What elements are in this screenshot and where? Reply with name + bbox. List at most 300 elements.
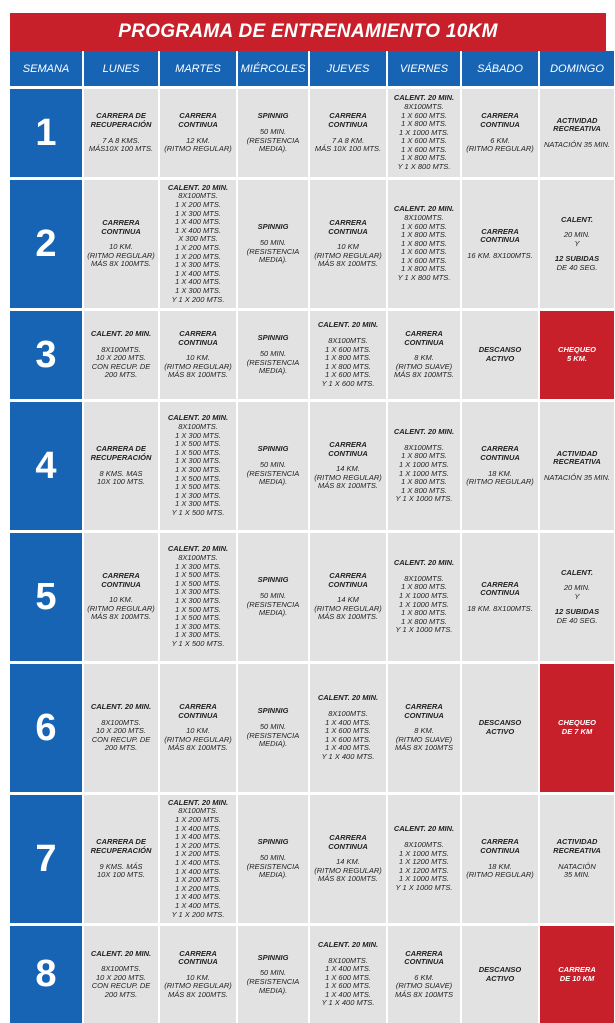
- workout-cell-viernes: [388, 180, 460, 308]
- cell-text-line: 8X100MTS.: [178, 191, 218, 201]
- cell-text-line: (RITMO REGULAR): [314, 250, 382, 260]
- cell-text-line: 1 X 800 MTS.: [401, 608, 447, 618]
- cell-text-line: 1 X 1200 MTS.: [398, 857, 450, 867]
- cell-text-line: 1 X 600 MTS.: [401, 221, 447, 231]
- schedule-table: [10, 51, 610, 1008]
- cell-text-line: MEDIA).: [258, 144, 288, 154]
- cell-text-line: NATACIÓN: [558, 861, 596, 871]
- cell-text-line: SPINNIG: [257, 111, 289, 121]
- cell-text-line: 9 KMS. MÁS: [99, 861, 143, 871]
- cell-text-line: 1 X 600 MTS.: [325, 370, 371, 380]
- cell-text-line: 1 X 800 MTS.: [401, 238, 447, 248]
- cell-text-line: Y 1 X 200 MTS.: [171, 909, 225, 919]
- cell-text-line: (RESISTENCIA: [246, 135, 300, 145]
- cell-text-line: CONTINUA: [178, 710, 218, 720]
- cell-text-line: RECREATIVA: [553, 124, 601, 134]
- cell-text-line: CARRERA: [179, 702, 217, 712]
- cell-text-line: 1 X 800 MTS.: [401, 230, 447, 240]
- workout-cell-viernes: [388, 402, 460, 530]
- cell-text-line: 1 X 200 MTS.: [175, 840, 221, 850]
- cell-text-line: 8X100MTS.: [178, 422, 218, 432]
- cell-text-line: 50 MIN.: [259, 126, 287, 136]
- workout-cell-miercoles: [238, 926, 308, 1023]
- cell-text-line: 1 X 1000 MTS.: [398, 590, 450, 600]
- workout-cell-domingo: [540, 180, 614, 308]
- cell-text-line: Y 1 X 800 MTS.: [397, 273, 451, 283]
- cell-text-line: 50 MIN.: [259, 852, 287, 862]
- cell-text-line: 1 X 800 MTS.: [401, 485, 447, 495]
- cell-text-line: 1 X 500 MTS.: [175, 439, 221, 449]
- cell-text-line: (RITMO REGULAR): [164, 981, 232, 991]
- cell-text-line: CONTINUA: [101, 226, 141, 236]
- workout-cell-viernes: [388, 926, 460, 1023]
- cell-text-line: X 300 MTS.: [178, 234, 218, 244]
- cell-text-line: 1 X 500 MTS.: [175, 447, 221, 457]
- cell-text-line: 8X100MTS.: [101, 344, 141, 354]
- cell-text-line: 12 KM.: [186, 135, 210, 145]
- cell-text-line: SPINNIG: [257, 333, 289, 343]
- cell-text-line: (RITMO SUAVE): [395, 981, 453, 991]
- cell-text-line: 8X100MTS.: [404, 573, 444, 583]
- cell-text-line: 5 KM.: [566, 354, 587, 363]
- column-header-sabado: SÁBADO: [462, 51, 538, 86]
- cell-text-line: CARRERA DE: [96, 444, 146, 454]
- workout-cell-jueves: [310, 533, 386, 661]
- cell-text-line: CARRERA: [481, 579, 519, 589]
- cell-text-line: (RITMO REGULAR): [314, 865, 382, 875]
- cell-text-line: 8X100MTS.: [328, 955, 368, 965]
- cell-text-line: MÁS 8X 100MTS.: [167, 989, 229, 999]
- cell-text-line: 7 A 8 KM.: [331, 135, 365, 145]
- column-header-jueves: JUEVES: [310, 51, 386, 86]
- cell-text-line: 1 X 300 MTS.: [175, 490, 221, 500]
- workout-cell-domingo: [540, 89, 614, 177]
- cell-text-line: CONTINUA: [178, 957, 218, 967]
- cell-text-line: CONTINUA: [328, 226, 368, 236]
- cell-text-line: (RESISTENCIA: [246, 246, 300, 256]
- cell-text-line: SPINNIG: [257, 575, 289, 585]
- cell-text-line: 10X 100 MTS.: [97, 870, 145, 880]
- cell-text-line: 6 KM.: [490, 135, 510, 145]
- column-header-viernes: VIERNES: [388, 51, 460, 86]
- cell-text-line: MEDIA).: [258, 366, 288, 376]
- cell-text-line: DESCANSO: [478, 345, 522, 355]
- cell-text-line: 14 KM.: [336, 857, 360, 867]
- cell-text-line: 1 X 1000 MTS.: [398, 468, 450, 478]
- cell-text-line: Y 1 X 500 MTS.: [171, 638, 225, 648]
- cell-text-line: 1 X 400 MTS.: [175, 268, 221, 278]
- cell-text-line: CARRERA: [481, 444, 519, 454]
- cell-text-line: SPINNIG: [257, 837, 289, 847]
- workout-cell-martes: [160, 795, 236, 923]
- cell-text-line: ACTIVIDAD: [556, 115, 598, 125]
- cell-text-line: 1 X 500 MTS.: [175, 482, 221, 492]
- cell-text-line: 1 X 800 MTS.: [401, 582, 447, 592]
- cell-text-line: 8X100MTS.: [178, 553, 218, 563]
- cell-text-line: Y 1 X 1000 MTS.: [395, 882, 453, 892]
- cell-text-line: 35 MIN.: [563, 870, 591, 880]
- cell-text-line: CARRERA: [329, 440, 367, 450]
- cell-text-line: 10 X 200 MTS.: [95, 353, 147, 363]
- cell-text-line: 1 X 300 MTS.: [175, 260, 221, 270]
- workout-cell-sabado: [462, 311, 538, 399]
- cell-text-line: 8X100MTS.: [101, 717, 141, 727]
- cell-text-line: 8X100MTS.: [404, 442, 444, 452]
- week-number: 2: [10, 180, 82, 308]
- page-title: PROGRAMA DE ENTRENAMIENTO 10KM: [10, 13, 606, 51]
- cell-text-line: 1 X 300 MTS.: [175, 561, 221, 571]
- cell-text-line: DE 40 SEG.: [556, 615, 598, 625]
- column-header-martes: MARTES: [160, 51, 236, 86]
- cell-text-line: CONTINUA: [328, 448, 368, 458]
- cell-text-line: Y: [574, 238, 580, 248]
- cell-text-line: 1 X 300 MTS.: [175, 208, 221, 218]
- cell-text-line: CONTINUA: [178, 119, 218, 129]
- cell-text-line: ACTIVO: [485, 973, 515, 983]
- cell-text-line: MÁS 8X 100MTS.: [317, 874, 379, 884]
- workout-cell-viernes: [388, 89, 460, 177]
- workout-cell-miercoles: [238, 533, 308, 661]
- workout-cell-domingo: [540, 795, 614, 923]
- cell-text-line: CARRERA: [558, 964, 596, 974]
- workout-cell-domingo: [540, 533, 614, 661]
- cell-text-line: 1 X 400 MTS.: [175, 225, 221, 235]
- cell-text-line: 50 MIN.: [259, 348, 287, 358]
- cell-text-line: MÁS 8X 100MTS.: [393, 370, 455, 380]
- cell-text-line: RECREATIVA: [553, 457, 601, 467]
- workout-cell-lunes: [84, 795, 158, 923]
- cell-text-line: (RITMO REGULAR): [87, 603, 155, 613]
- cell-text-line: CARRERA: [481, 837, 519, 847]
- cell-text-line: 1 X 1200 MTS.: [398, 865, 450, 875]
- cell-text-line: CALENT. 20 MIN.: [90, 702, 152, 712]
- workout-cell-domingo: [540, 926, 614, 1023]
- cell-text-line: (RITMO SUAVE): [395, 734, 453, 744]
- workout-cell-jueves: [310, 402, 386, 530]
- cell-text-line: 1 X 600 MTS.: [401, 144, 447, 154]
- workout-cell-sabado: [462, 795, 538, 923]
- cell-text-line: (RITMO REGULAR): [164, 734, 232, 744]
- workout-cell-lunes: [84, 926, 158, 1023]
- cell-text-line: 1 X 600 MTS.: [401, 247, 447, 257]
- cell-text-line: CON RECUP. DE: [91, 981, 151, 991]
- cell-text-line: 14 KM.: [336, 464, 360, 474]
- cell-text-line: 1 X 500 MTS.: [175, 578, 221, 588]
- cell-text-line: 1 X 300 MTS.: [175, 465, 221, 474]
- column-header-miercoles: MIÉRCOLES: [238, 51, 308, 86]
- cell-text-line: CALENT. 20 MIN.: [393, 824, 455, 834]
- cell-text-line: 1 X 400 MTS.: [325, 989, 371, 999]
- cell-text-line: CALENT. 20 MIN.: [90, 948, 152, 958]
- cell-text-line: MÁS 8X 100MTS.: [317, 612, 379, 622]
- cell-text-line: CARRERA DE: [96, 111, 146, 121]
- week-number: 1: [10, 89, 82, 177]
- cell-text-line: 10 KM.: [109, 242, 133, 252]
- cell-text-line: CARRERA: [329, 218, 367, 228]
- cell-text-line: 1 X 400 MTS.: [175, 832, 221, 842]
- workout-cell-domingo: [540, 402, 614, 530]
- cell-text-line: CARRERA: [481, 111, 519, 121]
- workout-cell-miercoles: [238, 89, 308, 177]
- cell-text-line: 1 X 600 MTS.: [401, 255, 447, 265]
- cell-text-line: DESCANSO: [478, 718, 522, 728]
- cell-text-line: CONTINUA: [404, 710, 444, 720]
- cell-text-line: 1 X 500 MTS.: [175, 473, 221, 483]
- cell-text-line: (RESISTENCIA: [246, 861, 300, 871]
- cell-text-line: 1 X 300 MTS.: [175, 596, 221, 605]
- week-number: 7: [10, 795, 82, 923]
- cell-text-line: MÁS 8X 100MTS: [395, 989, 453, 999]
- workout-cell-lunes: [84, 311, 158, 399]
- cell-text-line: 50 MIN.: [259, 459, 287, 469]
- cell-text-line: 8 KM.: [414, 726, 434, 736]
- cell-text-line: CARRERA: [179, 329, 217, 339]
- cell-text-line: 1 X 200 MTS.: [175, 815, 221, 825]
- workout-cell-sabado: [462, 180, 538, 308]
- cell-text-line: ACTIVIDAD: [556, 448, 598, 458]
- workout-cell-sabado: [462, 89, 538, 177]
- week-number: 3: [10, 311, 82, 399]
- cell-text-line: CONTINUA: [404, 957, 444, 967]
- workout-cell-domingo: [540, 664, 614, 792]
- cell-text-line: (RESISTENCIA: [246, 730, 300, 740]
- cell-text-line: 1 X 600 MTS.: [325, 344, 371, 354]
- cell-text-line: CONTINUA: [480, 845, 520, 855]
- cell-text-line: 1 X 200 MTS.: [175, 883, 221, 893]
- cell-text-line: 8X100MTS.: [404, 212, 444, 222]
- workout-cell-miercoles: [238, 180, 308, 308]
- cell-text-line: DESCANSO: [478, 964, 522, 974]
- cell-text-line: DE 40 SEG.: [556, 262, 598, 272]
- cell-text-line: NATACIÓN 35 MIN.: [544, 472, 610, 482]
- cell-text-line: Y 1 X 600 MTS.: [321, 378, 375, 388]
- workout-cell-lunes: [84, 402, 158, 530]
- cell-text-line: Y 1 X 1000 MTS.: [395, 625, 453, 635]
- cell-text-line: (RITMO REGULAR): [466, 144, 534, 154]
- cell-text-line: MÁS 8X 100MTS.: [90, 259, 152, 269]
- cell-text-line: 8 KMS. MAS: [99, 468, 143, 478]
- cell-text-line: 1 X 200 MTS.: [175, 243, 221, 252]
- cell-text-line: MEDIA).: [258, 870, 288, 880]
- workout-cell-miercoles: [238, 664, 308, 792]
- cell-text-line: CONTINUA: [480, 452, 520, 462]
- cell-text-line: CARRERA: [405, 702, 443, 712]
- workout-cell-viernes: [388, 664, 460, 792]
- cell-text-line: MÁS 8X 100MTS: [395, 743, 453, 753]
- workout-cell-sabado: [462, 533, 538, 661]
- cell-text-line: 200 MTS.: [104, 743, 138, 753]
- workout-cell-martes: [160, 311, 236, 399]
- cell-text-line: MEDIA).: [258, 477, 288, 487]
- cell-text-line: CONTINUA: [404, 337, 444, 347]
- cell-text-line: CARRERA: [329, 111, 367, 121]
- cell-text-line: 1 X 800 MTS.: [401, 119, 447, 129]
- workout-cell-jueves: [310, 180, 386, 308]
- cell-text-line: 1 X 600 MTS.: [401, 136, 447, 146]
- cell-text-line: MÁS 8X 100MTS.: [90, 612, 152, 622]
- cell-text-line: CARRERA: [102, 571, 140, 581]
- cell-text-line: 1 X 400 MTS.: [175, 277, 221, 287]
- cell-text-line: 1 X 600 MTS.: [325, 734, 371, 744]
- week-number: 4: [10, 402, 82, 530]
- cell-text-line: MEDIA).: [258, 608, 288, 618]
- cell-text-line: CALENT.: [561, 567, 593, 577]
- cell-text-line: (RITMO REGULAR): [87, 250, 155, 260]
- cell-text-line: SPINNIG: [257, 706, 289, 716]
- workout-cell-jueves: [310, 89, 386, 177]
- cell-text-line: 10 KM.: [186, 726, 210, 736]
- cell-text-line: DE 7 KM: [561, 727, 593, 736]
- cell-text-line: CALENT. 20 MIN.: [393, 427, 455, 437]
- cell-text-line: Y 1 X 400 MTS.: [321, 751, 375, 761]
- cell-text-line: CALENT. 20 MIN.: [393, 93, 455, 103]
- cell-text-line: CARRERA: [405, 948, 443, 958]
- cell-text-line: DE 10 KM: [559, 973, 595, 983]
- workout-cell-viernes: [388, 311, 460, 399]
- cell-text-line: 1 X 400 MTS.: [325, 743, 371, 753]
- cell-text-line: 8X100MTS.: [101, 964, 141, 974]
- cell-text-line: 1 X 600 MTS.: [325, 981, 371, 991]
- cell-text-line: 8X100MTS.: [404, 101, 444, 111]
- cell-text-line: 1 X 1000 MTS.: [398, 459, 450, 469]
- cell-text-line: Y 1 X 200 MTS.: [171, 294, 225, 304]
- cell-text-line: CONTINUA: [328, 841, 368, 851]
- cell-text-line: 1 X 400 MTS.: [175, 892, 221, 902]
- cell-text-line: 1 X 300 MTS.: [175, 587, 221, 597]
- cell-text-line: MÁS 8X 100MTS.: [167, 370, 229, 380]
- cell-text-line: 20 MIN.: [563, 583, 591, 593]
- cell-text-line: 1 X 1000 MTS.: [398, 127, 450, 137]
- cell-text-line: (RITMO REGULAR): [164, 361, 232, 371]
- cell-text-line: (RESISTENCIA: [246, 977, 300, 986]
- cell-text-line: 50 MIN.: [259, 968, 287, 978]
- cell-text-line: MEDIA).: [258, 985, 288, 995]
- workout-cell-sabado: [462, 926, 538, 1023]
- cell-text-line: 1 X 1000 MTS.: [398, 848, 450, 858]
- cell-text-line: RECUPERACIÓN: [90, 119, 152, 129]
- workout-cell-viernes: [388, 533, 460, 661]
- cell-text-line: (RITMO REGULAR): [314, 603, 382, 613]
- cell-text-line: CARRERA: [329, 833, 367, 843]
- cell-text-line: 50 MIN.: [259, 237, 287, 247]
- cell-text-line: 50 MIN.: [259, 590, 287, 600]
- cell-text-line: SPINNIG: [257, 952, 289, 962]
- cell-text-line: CARRERA: [179, 111, 217, 121]
- cell-text-line: MÁS 8X 100MTS.: [317, 259, 379, 269]
- cell-text-line: 1 X 400 MTS.: [175, 823, 221, 833]
- cell-text-line: CALENT. 20 MIN.: [317, 939, 379, 949]
- cell-text-line: CONTINUA: [480, 588, 520, 598]
- cell-text-line: CALENT. 20 MIN.: [167, 182, 229, 192]
- cell-text-line: CALENT. 20 MIN.: [167, 544, 229, 554]
- cell-text-line: 200 MTS.: [104, 370, 138, 380]
- cell-text-line: 20 MIN.: [563, 230, 591, 240]
- cell-text-line: CHEQUEO: [558, 718, 596, 728]
- cell-text-line: 10X 100 MTS.: [97, 477, 145, 487]
- cell-text-line: 10 X 200 MTS.: [95, 972, 147, 982]
- cell-text-line: 1 X 200 MTS.: [175, 849, 221, 859]
- week-number: 5: [10, 533, 82, 661]
- workout-cell-miercoles: [238, 311, 308, 399]
- cell-text-line: (RITMO REGULAR): [314, 472, 382, 482]
- cell-text-line: CALENT. 20 MIN.: [393, 204, 455, 214]
- cell-text-line: (RITMO SUAVE): [395, 361, 453, 371]
- cell-text-line: 1 X 400 MTS.: [175, 900, 221, 910]
- cell-text-line: 1 X 500 MTS.: [175, 604, 221, 614]
- cell-text-line: 10 KM.: [186, 353, 210, 363]
- column-header-semana: SEMANA: [10, 51, 82, 86]
- cell-text-line: 1 X 800 MTS.: [325, 353, 371, 363]
- cell-text-line: CARRERA: [179, 948, 217, 958]
- cell-text-line: CARRERA DE: [96, 837, 146, 847]
- cell-text-line: MÁS 8X 100MTS.: [167, 743, 229, 753]
- cell-text-line: Y 1 X 400 MTS.: [321, 998, 375, 1008]
- cell-text-line: 1 X 300 MTS.: [175, 630, 221, 640]
- cell-text-line: NATACIÓN 35 MIN.: [544, 139, 610, 149]
- cell-text-line: (RESISTENCIA: [246, 357, 300, 367]
- cell-text-line: 1 X 800 MTS.: [401, 616, 447, 626]
- cell-text-line: CON RECUP. DE: [91, 361, 151, 371]
- cell-text-line: Y 1 X 800 MTS.: [397, 162, 451, 172]
- cell-text-line: 18 KM.: [488, 468, 512, 478]
- cell-text-line: 10 KM: [337, 242, 359, 252]
- cell-text-line: 1 X 300 MTS.: [175, 456, 221, 466]
- workout-cell-jueves: [310, 311, 386, 399]
- cell-text-line: CONTINUA: [328, 579, 368, 589]
- cell-text-line: CALENT. 20 MIN.: [393, 558, 455, 568]
- workout-cell-martes: [160, 926, 236, 1023]
- cell-text-line: 12 SUBIDAS: [554, 254, 600, 264]
- cell-text-line: 1 X 600 MTS.: [325, 972, 371, 982]
- cell-text-line: CONTINUA: [328, 119, 368, 129]
- cell-text-line: 1 X 400 MTS.: [175, 866, 221, 876]
- cell-text-line: 1 X 400 MTS.: [175, 217, 221, 227]
- cell-text-line: MEDIA).: [258, 739, 288, 749]
- workout-cell-martes: [160, 180, 236, 308]
- cell-text-line: CALENT. 20 MIN.: [167, 797, 229, 807]
- week-number: 8: [10, 926, 82, 1023]
- cell-text-line: ACTIVO: [485, 727, 515, 736]
- cell-text-line: 1 X 500 MTS.: [175, 570, 221, 580]
- week-number: 6: [10, 664, 82, 792]
- cell-text-line: 10 KM.: [109, 595, 133, 605]
- cell-text-line: Y: [574, 591, 580, 601]
- cell-text-line: CARRERA: [102, 218, 140, 228]
- cell-text-line: Y 1 X 1000 MTS.: [395, 494, 453, 504]
- cell-text-line: 8X100MTS.: [328, 709, 368, 719]
- workout-cell-lunes: [84, 533, 158, 661]
- workout-cell-lunes: [84, 180, 158, 308]
- cell-text-line: 1 X 400 MTS.: [175, 858, 221, 867]
- workout-cell-miercoles: [238, 795, 308, 923]
- cell-text-line: (RESISTENCIA: [246, 599, 300, 609]
- workout-cell-martes: [160, 664, 236, 792]
- cell-text-line: 1 X 300 MTS.: [175, 285, 221, 295]
- cell-text-line: CALENT. 20 MIN.: [317, 320, 379, 330]
- cell-text-line: Y 1 X 500 MTS.: [171, 507, 225, 517]
- column-header-lunes: LUNES: [84, 51, 158, 86]
- workout-cell-lunes: [84, 664, 158, 792]
- cell-text-line: 1 X 1000 MTS.: [398, 599, 450, 609]
- cell-text-line: 8X100MTS.: [328, 336, 368, 346]
- workout-cell-martes: [160, 89, 236, 177]
- cell-text-line: ACTIVO: [485, 354, 515, 363]
- cell-text-line: 8X100MTS.: [404, 840, 444, 850]
- cell-text-line: 50 MIN.: [259, 721, 287, 731]
- cell-text-line: (RITMO REGULAR): [466, 870, 534, 880]
- cell-text-line: CON RECUP. DE: [91, 734, 151, 744]
- cell-text-line: CONTINUA: [101, 579, 141, 589]
